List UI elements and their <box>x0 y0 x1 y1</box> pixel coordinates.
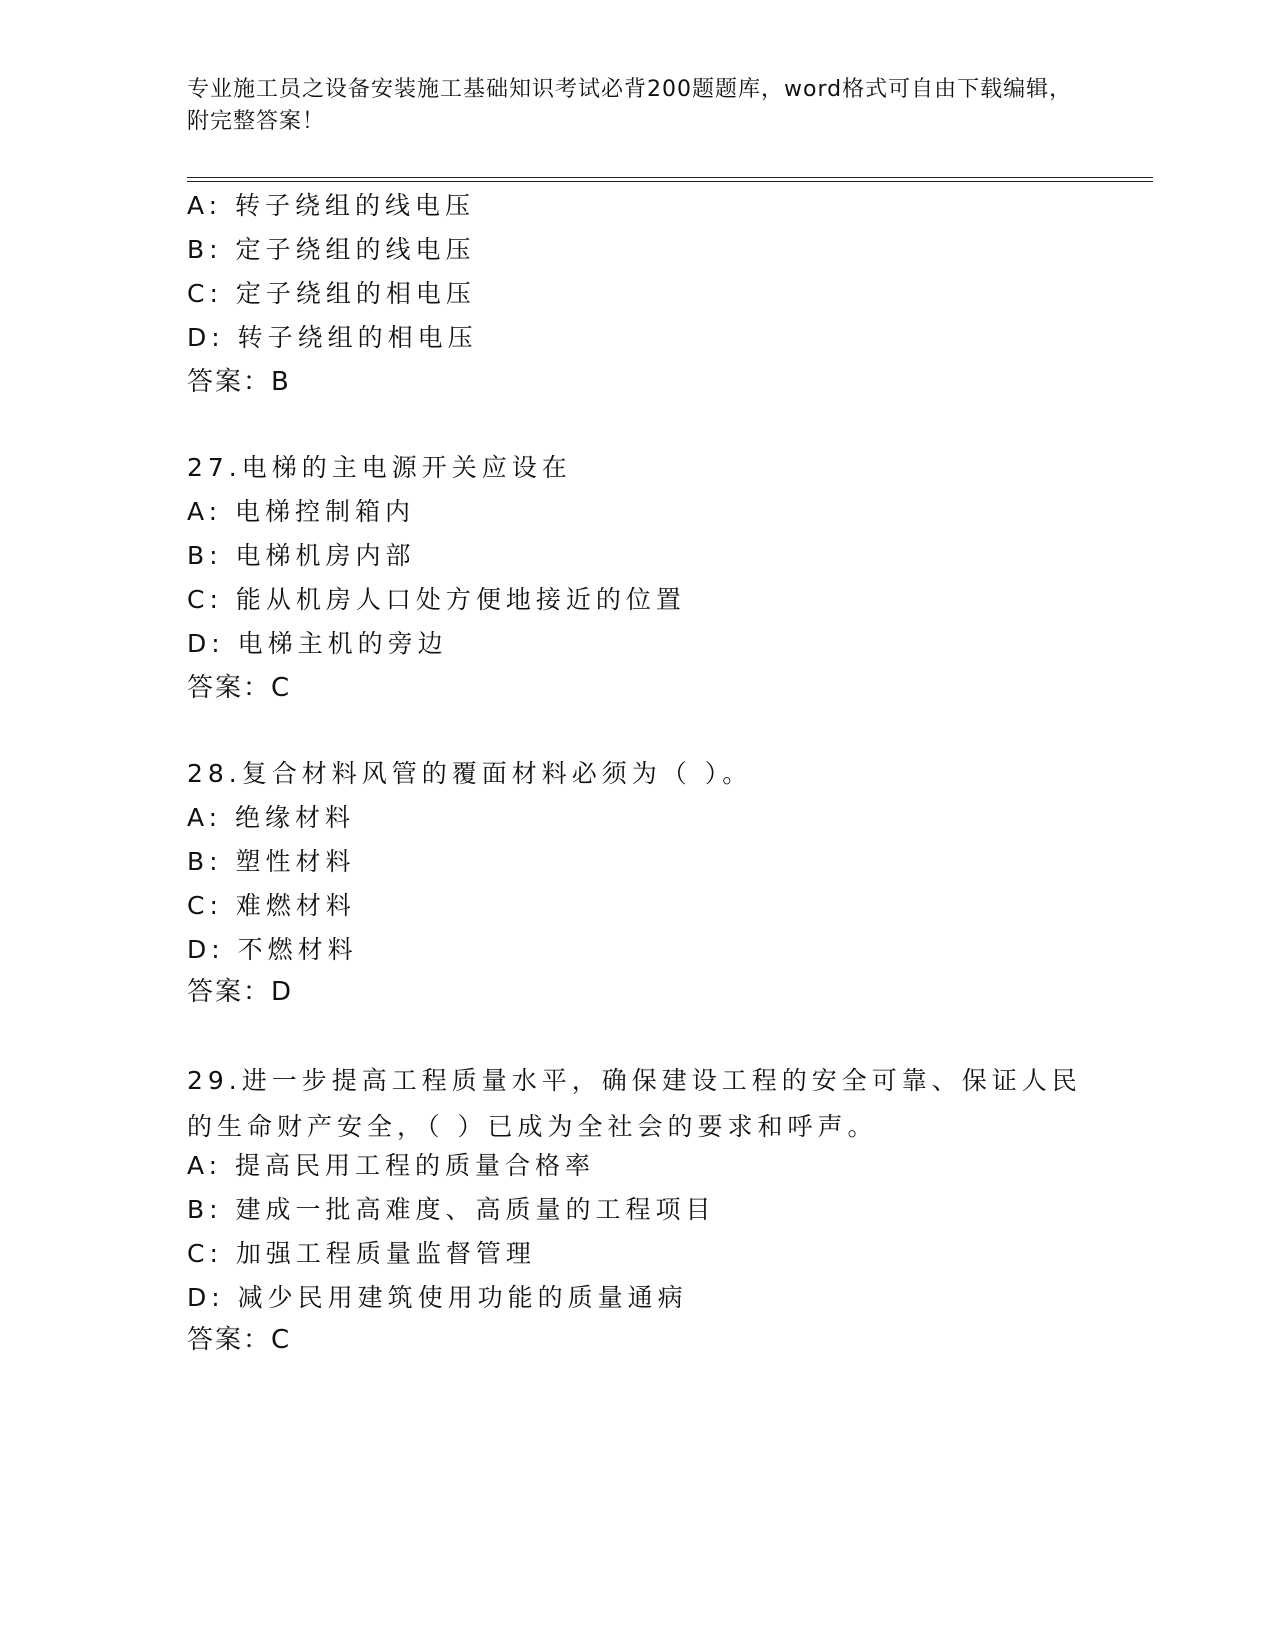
q27-option-c: C: 能从机房人口处方便地接近的位置 <box>187 585 686 614</box>
q29-option-b: B: 建成一批高难度、高质量的工程项目 <box>187 1195 716 1224</box>
q28-answer: 答案：D <box>187 977 294 1007</box>
q27-answer: 答案：C <box>187 673 292 703</box>
q28-option-d: D: 不燃材料 <box>187 935 358 964</box>
q29-option-a: A: 提高民用工程的质量合格率 <box>187 1151 596 1180</box>
q29-answer: 答案：C <box>187 1325 292 1355</box>
q26-option-b: B: 定子绕组的线电压 <box>187 235 476 264</box>
q27-option-b: B: 电梯机房内部 <box>187 541 416 570</box>
q27-option-a: A: 电梯控制箱内 <box>187 497 416 526</box>
q29-option-d: D: 减少民用建筑使用功能的质量通病 <box>187 1283 688 1312</box>
header-divider-top <box>187 177 1153 178</box>
header-divider-bottom <box>187 181 1153 182</box>
q28-option-b: B: 塑性材料 <box>187 847 356 876</box>
q26-option-a: A: 转子绕组的线电压 <box>187 191 476 220</box>
document-header: 专业施工员之设备安装施工基础知识考试必背200题题库，word格式可自由下载编辑，附完整答案！ <box>187 77 1073 134</box>
q29-option-c: C: 加强工程质量监督管理 <box>187 1239 536 1268</box>
q28-option-c: C: 难燃材料 <box>187 891 356 920</box>
q26-option-d: D: 转子绕组的相电压 <box>187 323 478 352</box>
q26-answer: 答案：B <box>187 367 291 397</box>
q28-question: 28.复合材料风管的覆面材料必须为（ ）。 <box>187 759 753 788</box>
q27-option-d: D: 电梯主机的旁边 <box>187 629 448 658</box>
q26-option-c: C: 定子绕组的相电压 <box>187 279 476 308</box>
q29-question: 29.进一步提高工程质量水平，确保建设工程的安全可靠、保证人民的生命财产安全，（ ）已成为全社会的要求和呼声。 <box>187 1066 1082 1141</box>
q28-option-a: A: 绝缘材料 <box>187 803 356 832</box>
q27-question: 27.电梯的主电源开关应设在 <box>187 453 572 482</box>
